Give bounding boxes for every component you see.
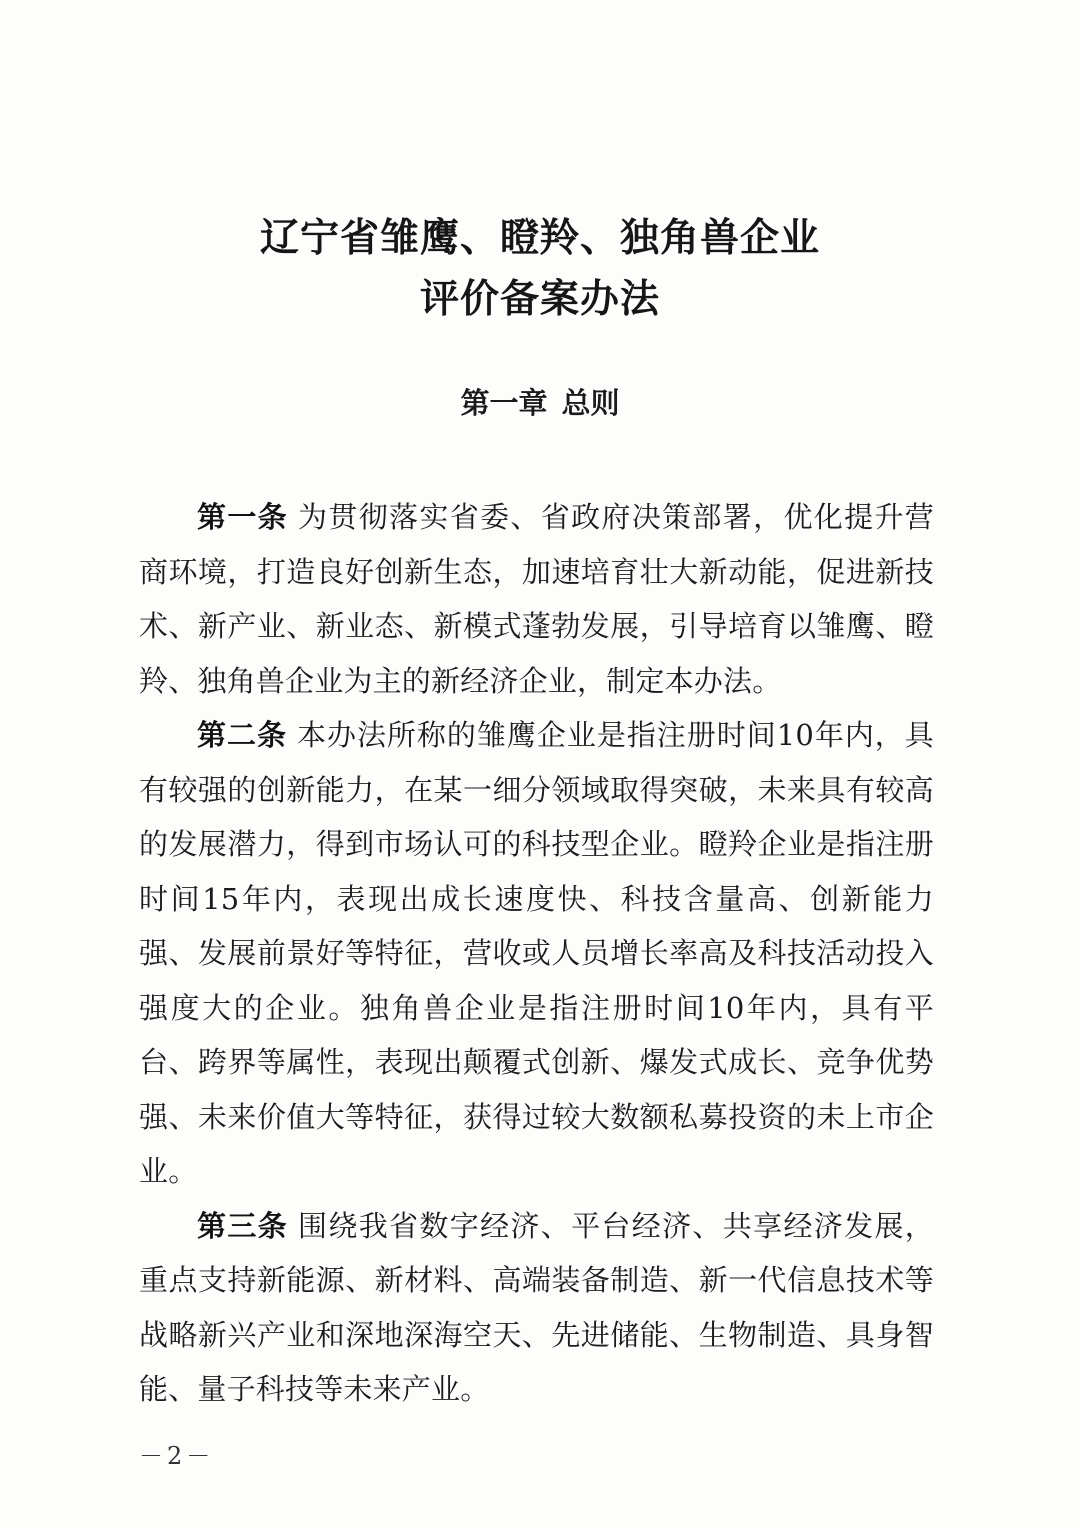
article-text: 围绕我省数字经济、平台经济、共享经济发展，重点支持新能源、新材料、高端装备制造、新一代信息技术等战略新兴产业和深地深海空天、先进储能、生物制造、具身智能、量子科技等未来产业。: [139, 1208, 935, 1406]
article-3: [139, 1199, 934, 1417]
article-text: 为贯彻落实省委、省政府决策部署，优化提升营商环境，打造良好创新生态，加速培育壮大新动能，促进新技术、新产业、新业态、新模式蓬勃发展，引导培育以雏鹰、瞪羚、独角兽企业为主的新经济企业，制定本办法。: [139, 500, 935, 698]
article-1: [139, 490, 934, 708]
article-label: 第三条: [197, 1208, 289, 1243]
article-2: [139, 708, 934, 1199]
chapter-name: 总则: [561, 386, 620, 420]
document-title-line-1: 辽宁省雏鹰、瞪羚、独角兽企业: [259, 216, 820, 261]
chapter-number: 第一章: [460, 386, 548, 420]
article-label: 第一条: [197, 500, 289, 534]
article-text: 本办法所称的雏鹰企业是指注册时间10年内，具有较强的创新能力，在某一细分领域取得突破，未来具有较高的发展潜力，得到市场认可的科技型企业。瞪羚企业是指注册时间15年内，表现出成长速度快、科技含量高、创新能力强、发展前景好等特征，营收或人员增长率高及科技活动投入强度大的企业。独角兽企业是指注册时间10年内，具有平台、跨界等属性，表现出颠覆式创新、爆发式成长、竞争优势强、未来价值大等特征，获得过较大数额私募投资的未上市企业。: [139, 718, 934, 1188]
page-number: －2－: [139, 1442, 215, 1470]
document-title-line-2: 评价备案办法: [419, 277, 660, 322]
chapter-heading: [0, 386, 1080, 420]
article-label: 第二条: [197, 718, 287, 752]
document-body: [139, 490, 934, 1417]
